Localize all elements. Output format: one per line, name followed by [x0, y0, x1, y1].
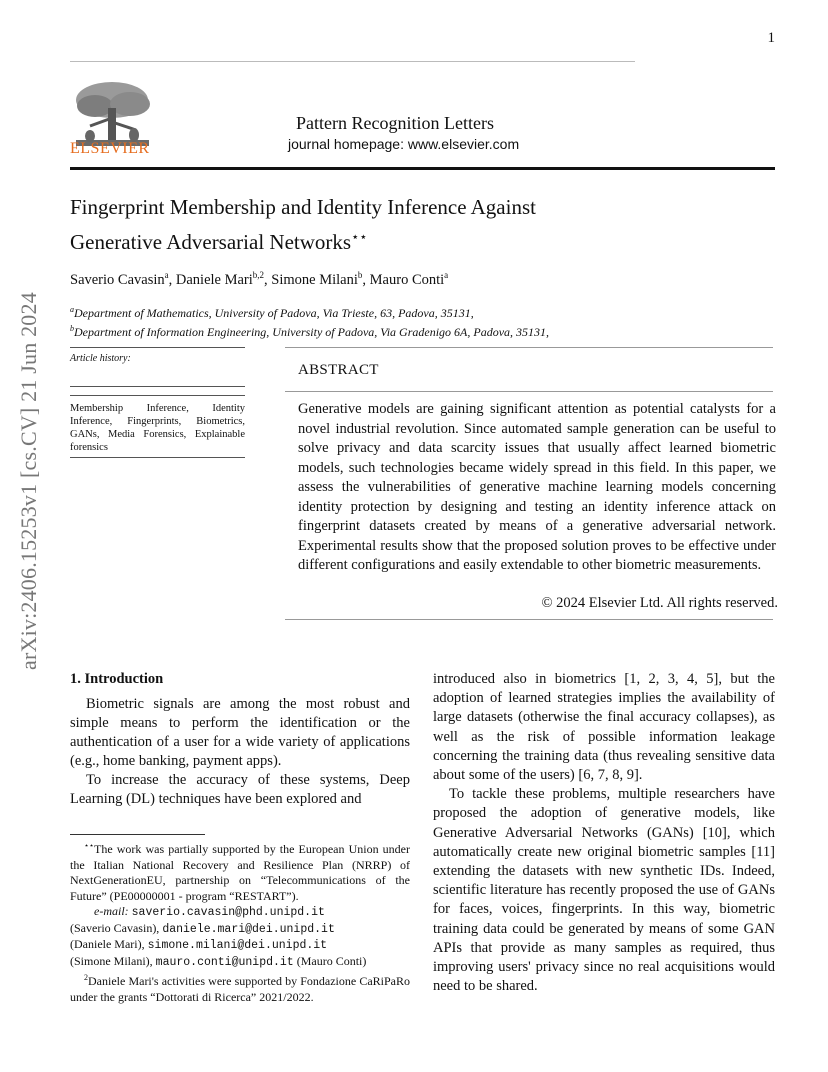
affiliation-a: [70, 302, 549, 321]
sidebar-rule: [70, 347, 245, 348]
affil-sup: b: [70, 324, 74, 333]
email-owner: (Daniele Mari),: [70, 937, 145, 951]
author-sup: b: [357, 270, 363, 280]
title-footnote-mark[interactable]: ⋆⋆: [351, 229, 368, 244]
journal-homepage[interactable]: journal homepage: www.elsevier.com: [288, 136, 520, 152]
footnote-rule: [70, 834, 205, 835]
affil-text: Department of Information Engineering, University of Padova, Via Gradenigo 6A, Padova, 35131,: [74, 325, 550, 339]
abstract-heading: ABSTRACT: [298, 362, 379, 378]
sidebar-rule: [70, 457, 245, 458]
paragraph: introduced also in biometrics [1, 2, 3, 4, 5], but the adoption of learned strategies implies the availability of large datasets (otherwise the final accuracy collapses), as well as the risk of possible information leakage concerning the training data (thus revealing sensitive data about some of the users) [6, 7, 8, 9].: [433, 671, 775, 784]
email-owner: (Saverio Cavasin),: [70, 920, 160, 935]
author-list: Saverio Cavasin$^a$, Daniele Mari$^{b,2}$, Simone Milani$^b$, Mauro Conti$^a$: [70, 270, 449, 288]
paragraph: Biometric signals are among the most robust and simple means to perform the identification or the authentication of a user for a wide variety of applications (e.g., home banking, payment apps).: [70, 696, 410, 769]
right-column: [433, 670, 775, 996]
email-link[interactable]: saverio.cavasin@phd.unipd.it: [131, 906, 325, 919]
author-sup: a: [164, 270, 169, 280]
section-heading: 1. Introduction: [70, 671, 164, 687]
affil-text: Department of Mathematics, University of Padova, Via Trieste, 63, Padova, 35131,: [74, 306, 474, 320]
author: Saverio Cavasin: [70, 271, 165, 288]
sidebar-rule: [70, 395, 245, 396]
author-sup: b,2: [252, 270, 265, 280]
affiliation-b: [70, 321, 549, 340]
author: Mauro Conti: [369, 271, 445, 288]
author: Daniele Mari: [175, 271, 253, 288]
abstract-text: Generative models are gaining significant attention as potential catalysts for a novel industrial revolution. Since automated sample generation can be useful to solve privacy and data scarcity issues that usually affect learned biometric models, such technologies became widely spread in this field. In this paper, we assess the vulnerabilities of generative machine learning models concerning identity protection by designing and testing an identity inference attack on fingerprint datasets created by means of a generative adversarial network. Experimental results show that the proposed solution proves to be effective under different configurations and easily extendable to other biometric measurements.: [298, 401, 776, 573]
email-label: e-mail:: [94, 904, 129, 918]
keywords: Membership Inference, Identity Inference, Fingerprints, Biometrics, GANs, Media Forensics, Explainable forensics: [70, 403, 245, 453]
footnote-text: The work was partially supported by the European Union under the Italian National Recovery and Resilience Plan (NRRP) of NextGenerationEU, partnership on “Telecommunications of the Future” (PE00000001 - program “RESTART”).: [70, 842, 410, 903]
publisher-name: ELSEVIER: [70, 140, 150, 157]
abstract-rule: [285, 391, 773, 392]
paper-title: [70, 192, 630, 257]
affil-sup: a: [70, 305, 74, 314]
abstract-rule: [285, 619, 773, 620]
author-sup: a: [444, 270, 449, 280]
email-link[interactable]: daniele.mari@dei.unipd.it: [162, 922, 335, 936]
copyright: © 2024 Elsevier Ltd. All rights reserved.: [541, 595, 778, 611]
affiliations: [70, 302, 549, 340]
paragraph: To increase the accuracy of these systems, Deep Learning (DL) techniques have been explored and: [70, 772, 410, 807]
left-column: [70, 670, 410, 809]
email-link[interactable]: mauro.conti@unipd.it: [155, 955, 294, 969]
email-owner: (Simone Milani),: [70, 953, 153, 968]
top-rule: [70, 61, 635, 62]
footnote-2: [70, 970, 410, 1005]
header-rule: [70, 167, 775, 170]
title-line-1: Fingerprint Membership and Identity Inference Against: [70, 195, 536, 219]
footnote-mark: ⋆⋆: [84, 841, 95, 850]
arxiv-stamp[interactable]: arXiv:2406.15253v1 [cs.CV] 21 Jun 2024: [16, 292, 41, 670]
footnote-mark: 2: [84, 973, 88, 982]
author: Simone Milani: [271, 271, 358, 288]
title-line-2: Generative Adversarial Networks⋆⋆: [70, 229, 368, 254]
journal-title: Pattern Recognition Letters: [296, 113, 494, 133]
paragraph: To tackle these problems, multiple researchers have proposed the adoption of generative models, like Generative Adversarial Networks (GANs) [10], which automatically create new original biometric samples [11] extending the datasets with new synthetic IDs. Indeed, scientific literature has recently proposed the use of GANs for faces, voices, fingerprints. In this way, biometric training data could be generated by means of some GAN APIs that provide as many samples as required, thus improving users' privacy since no real acquisitions would need to be shared.: [433, 786, 775, 995]
footnote-1: [70, 838, 410, 904]
email-owner: (Mauro Conti): [296, 953, 367, 968]
footnote-text: Daniele Mari's activities were supported by Fondazione CaRiPaRo under the grants “Dottorati di Ricerca” 2021/2022.: [70, 974, 410, 1004]
footnotes: [70, 838, 410, 1005]
sidebar-rule: [70, 386, 245, 387]
abstract-rule: [285, 347, 773, 348]
article-history-label: Article history:: [70, 353, 131, 364]
email-link[interactable]: simone.milani@dei.unipd.it: [147, 939, 328, 952]
page-number: 1: [767, 30, 775, 46]
footnote-emails: [70, 904, 410, 970]
